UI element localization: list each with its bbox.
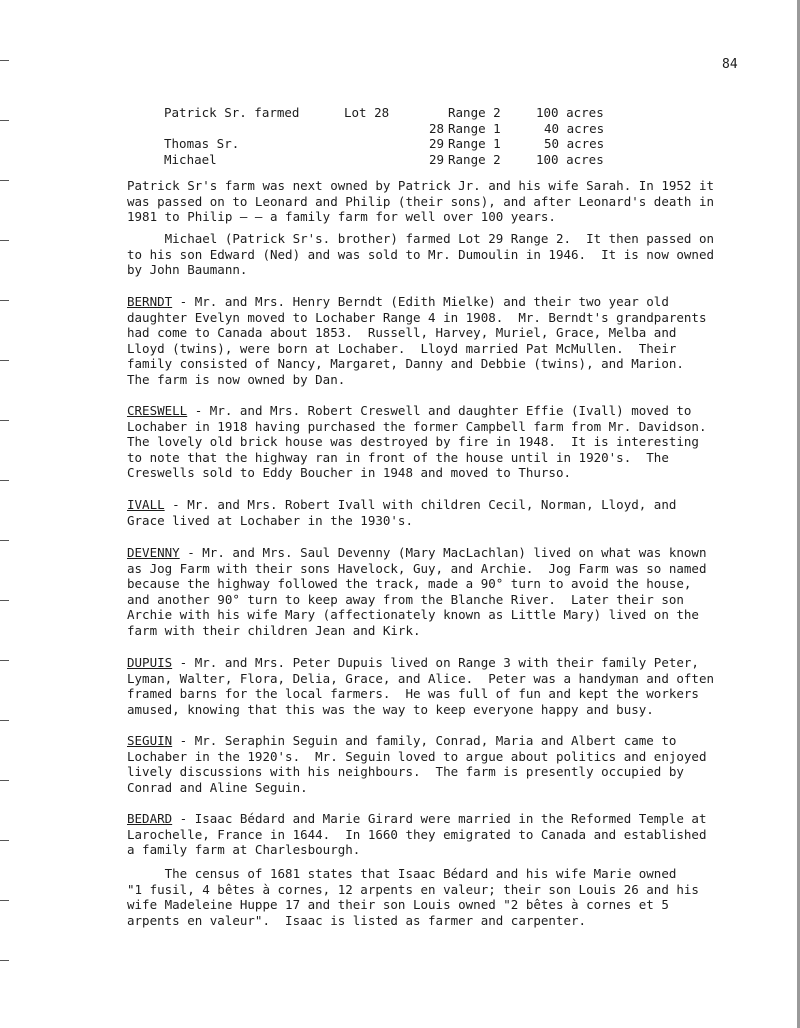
lot-range: Range 2 — [448, 105, 501, 120]
text-line: to his son Edward (Ned) and was sold to Mr. Dumoulin in 1946. It is now owned — [127, 246, 714, 262]
lot-number: Lot 28 — [344, 105, 390, 120]
text-line: Grace lived at Lochaber in the 1930's. — [127, 512, 413, 528]
margin-tick — [0, 360, 9, 361]
section-heading: IVALL — [127, 497, 165, 512]
text-line: had come to Canada about 1853. Russell, Harvey, Muriel, Grace, Melba and — [127, 325, 677, 340]
text-line: framed barns for the local farmers. He was full of fun and kept the workers — [127, 686, 699, 701]
text-line: a family farm at Charlesbourgh. — [127, 842, 361, 857]
text-line: as Jog Farm with their sons Havelock, Guy, and Archie. Jog Farm was so named — [127, 560, 707, 576]
heading-continuation: - Mr. Seraphin Seguin and family, Conrad, Maria and Albert came to — [172, 733, 677, 748]
text-line: wife Madeleine Huppe 17 and their son Louis owned "2 bêtes à cornes et 5 — [127, 897, 669, 912]
section-heading: SEGUIN — [127, 733, 173, 748]
lot-owner: Thomas Sr. — [164, 136, 240, 151]
margin-tick — [0, 900, 9, 901]
text-line: The census of 1681 states that Isaac Bédard and his wife Marie owned — [127, 866, 677, 881]
margin-tick — [0, 120, 9, 121]
text-line: because the highway followed the track, made a 90° turn to avoid the house, — [127, 576, 692, 591]
text-line: and another 90° turn to keep away from the Blanche River. Later their son — [127, 591, 684, 607]
text-line: daughter Evelyn moved to Lochaber Range 4 in 1908. Mr. Berndt's grandparents — [127, 309, 707, 325]
lot-acres: 40 acres — [544, 120, 605, 136]
margin-tick — [0, 780, 9, 781]
margin-tick — [0, 300, 9, 301]
section-heading: DUPUIS — [127, 655, 173, 670]
lot-owner: Patrick Sr. farmed — [164, 105, 300, 120]
paragraph-census — [127, 866, 747, 928]
text-line: Lloyd (twins), were born at Lochaber. Lloyd married Pat McMullen. Their — [127, 340, 677, 356]
text-line: by John Baumann. — [127, 262, 248, 277]
text-line — [127, 403, 747, 419]
margin-tick — [0, 60, 9, 61]
text-line: Archie with his wife Mary (affectionately known as Little Mary) lived on the — [127, 607, 699, 622]
text-line — [127, 655, 747, 671]
text-line: "1 fusil, 4 bêtes à cornes, 12 arpents en valeur; their son Louis 26 and his — [127, 881, 699, 897]
text-line — [127, 545, 747, 561]
text-line: Lyman, Walter, Flora, Delia, Grace, and Alice. Peter was a handyman and often — [127, 670, 714, 686]
margin-tick — [0, 180, 9, 181]
page-number: 84 — [722, 57, 738, 72]
lot-range: Range 2 — [448, 151, 501, 167]
lot-range: Range 1 — [448, 120, 501, 136]
lot-acres: 100 acres — [536, 151, 604, 167]
heading-continuation: - Isaac Bédard and Marie Girard were married in the Reformed Temple at — [172, 811, 707, 826]
text-line: farm with their children Jean and Kirk. — [127, 622, 421, 638]
section-devenny — [127, 545, 747, 638]
section-heading: BERNDT — [127, 294, 173, 309]
text-line: Lochaber in 1918 having purchased the former Campbell farm from Mr. Davidson. — [127, 418, 707, 434]
text-line — [127, 733, 747, 749]
text-line: arpents en valeur". Isaac is listed as farmer and carpenter. — [127, 912, 587, 928]
heading-continuation: - Mr. and Mrs. Robert Creswell and daughter Effie (Ivall) moved to — [187, 403, 692, 418]
margin-tick — [0, 240, 9, 241]
text-line: Creswells sold to Eddy Boucher in 1948 and moved to Thurso. — [127, 465, 572, 480]
lot-owner — [164, 121, 344, 137]
lot-range: Range 1 — [448, 136, 501, 151]
margin-tick — [0, 840, 9, 841]
text-line: Conrad and Aline Seguin. — [127, 779, 308, 795]
text-line: Lochaber in the 1920's. Mr. Seguin loved to argue about politics and enjoyed — [127, 748, 707, 764]
text-line: Larochelle, France in 1644. In 1660 they emigrated to Canada and established — [127, 826, 707, 842]
text-line: 1981 to Philip — — a family farm for well over 100 years. — [127, 209, 556, 224]
section-ivall — [127, 497, 747, 528]
margin-tick — [0, 660, 9, 661]
lot-owner: Michael — [164, 151, 217, 167]
text-line: amused, knowing that this was the way to keep everyone happy and busy. — [127, 701, 654, 717]
text-line — [127, 497, 747, 513]
text-line: to note that the highway ran in front of the house until in 1920's. The — [127, 449, 669, 465]
text-line: Patrick Sr's farm was next owned by Patrick Jr. and his wife Sarah. In 1952 it — [127, 178, 714, 193]
heading-continuation: - Mr. and Mrs. Saul Devenny (Mary MacLachlan) lived on what was known — [179, 545, 707, 560]
section-heading: BEDARD — [127, 811, 173, 826]
lot-number: 28 — [428, 120, 444, 136]
section-heading: CRESWELL — [127, 403, 188, 418]
text-line: The farm is now owned by Dan. — [127, 371, 346, 387]
lot-table — [164, 105, 624, 167]
text-line: The lovely old brick house was destroyed by fire in 1948. It is interesting — [127, 434, 699, 449]
margin-tick — [0, 600, 9, 601]
lot-number: 29 — [428, 151, 444, 167]
lot-number: 29 — [428, 136, 444, 151]
margin-tick — [0, 540, 9, 541]
lot-acres: 50 acres — [544, 136, 605, 151]
lot-row — [164, 121, 624, 137]
margin-tick — [0, 720, 9, 721]
margin-tick — [0, 960, 9, 961]
paragraph-michael — [127, 231, 747, 278]
lot-acres: 100 acres — [536, 105, 604, 120]
section-heading: DEVENNY — [127, 545, 180, 560]
heading-continuation: - Mr. and Mrs. Henry Berndt (Edith Mielke) and their two year old — [172, 294, 669, 309]
paragraph-patrick-farm — [127, 178, 747, 225]
lot-row — [164, 136, 624, 152]
text-line: lively discussions with his neighbours. The farm is presently occupied by — [127, 764, 684, 779]
heading-continuation: - Mr. and Mrs. Peter Dupuis lived on Range 3 with their family Peter, — [172, 655, 699, 670]
margin-tick — [0, 480, 9, 481]
text-line: was passed on to Leonard and Philip (their sons), and after Leonard's death in — [127, 193, 714, 209]
text-line — [127, 294, 747, 310]
section-berndt — [127, 294, 747, 387]
margin-tick — [0, 420, 9, 421]
heading-continuation: - Mr. and Mrs. Robert Ivall with children Cecil, Norman, Lloyd, and — [164, 497, 677, 512]
section-creswell — [127, 403, 747, 481]
text-line: Michael (Patrick Sr's. brother) farmed Lot 29 Range 2. It then passed on — [127, 231, 714, 246]
lot-row — [164, 152, 624, 168]
text-line — [127, 811, 747, 827]
lot-row — [164, 105, 624, 121]
section-seguin — [127, 733, 747, 795]
text-line: family consisted of Nancy, Margaret, Danny and Debbie (twins), and Marion. — [127, 356, 684, 371]
section-bedard — [127, 811, 747, 858]
section-dupuis — [127, 655, 747, 717]
